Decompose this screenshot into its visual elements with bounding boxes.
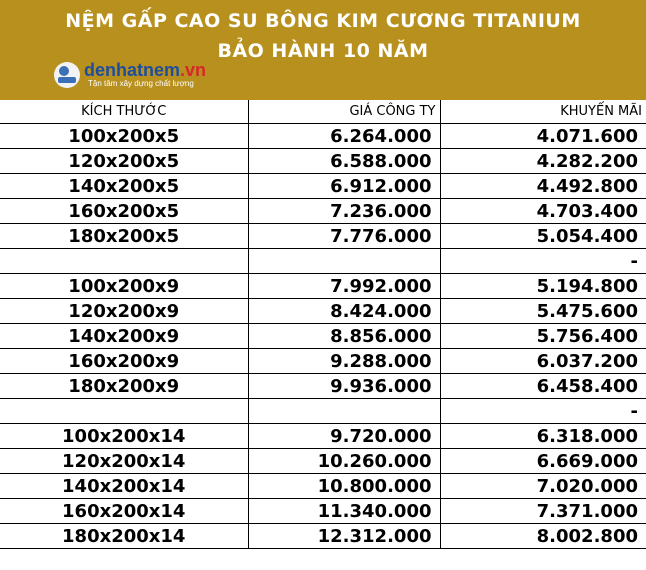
promo-cell: - xyxy=(440,399,646,424)
size-cell: 140x200x5 xyxy=(0,174,248,199)
price-cell: 10.260.000 xyxy=(248,449,440,474)
table-row xyxy=(0,224,646,249)
size-cell: 180x200x9 xyxy=(0,374,248,399)
promo-cell: 6.458.400 xyxy=(440,374,646,399)
promo-cell: 8.002.800 xyxy=(440,524,646,549)
table-row xyxy=(0,199,646,224)
price-cell: 11.340.000 xyxy=(248,499,440,524)
table-row xyxy=(0,499,646,524)
table-row xyxy=(0,399,646,424)
price-cell: 9.720.000 xyxy=(248,424,440,449)
price-cell: 6.264.000 xyxy=(248,124,440,149)
price-cell: 8.856.000 xyxy=(248,324,440,349)
table-row xyxy=(0,449,646,474)
table-header-row xyxy=(0,100,646,124)
title-banner xyxy=(0,0,646,100)
size-cell: 100x200x5 xyxy=(0,124,248,149)
promo-cell: 5.194.800 xyxy=(440,274,646,299)
size-cell: 120x200x5 xyxy=(0,149,248,174)
table-row xyxy=(0,274,646,299)
price-cell: 6.912.000 xyxy=(248,174,440,199)
promo-cell: 6.669.000 xyxy=(440,449,646,474)
price-cell: 7.992.000 xyxy=(248,274,440,299)
promo-cell: 7.020.000 xyxy=(440,474,646,499)
price-cell: 9.936.000 xyxy=(248,374,440,399)
size-cell: 120x200x14 xyxy=(0,449,248,474)
size-cell: 140x200x9 xyxy=(0,324,248,349)
table-row xyxy=(0,149,646,174)
size-cell: 120x200x9 xyxy=(0,299,248,324)
size-cell: 180x200x14 xyxy=(0,524,248,549)
size-cell: 100x200x14 xyxy=(0,424,248,449)
logo-wordmark xyxy=(84,60,206,81)
size-cell: 160x200x9 xyxy=(0,349,248,374)
price-cell: 10.800.000 xyxy=(248,474,440,499)
column-header-price: GIÁ CÔNG TY xyxy=(248,100,440,124)
size-cell: 180x200x5 xyxy=(0,224,248,249)
promo-cell: 4.282.200 xyxy=(440,149,646,174)
size-cell: 100x200x9 xyxy=(0,274,248,299)
size-cell xyxy=(0,249,248,274)
table-row xyxy=(0,124,646,149)
promo-cell: 4.703.400 xyxy=(440,199,646,224)
size-cell: 140x200x14 xyxy=(0,474,248,499)
table-row xyxy=(0,299,646,324)
promo-cell: - xyxy=(440,249,646,274)
table-row xyxy=(0,524,646,549)
logo-slogan: Tận tâm xây dựng chất lượng xyxy=(88,79,194,88)
promo-cell: 5.475.600 xyxy=(440,299,646,324)
logo-name: denhatnem xyxy=(84,60,181,80)
page-title: NỆM GẤP CAO SU BÔNG KIM CƯƠNG TITANIUM xyxy=(65,10,581,32)
size-cell: 160x200x14 xyxy=(0,499,248,524)
promo-cell: 6.318.000 xyxy=(440,424,646,449)
price-cell: 6.588.000 xyxy=(248,149,440,174)
page-subtitle: BẢO HÀNH 10 NĂM xyxy=(217,40,429,62)
price-cell: 9.288.000 xyxy=(248,349,440,374)
price-cell xyxy=(248,399,440,424)
promo-cell: 4.492.800 xyxy=(440,174,646,199)
price-cell: 7.776.000 xyxy=(248,224,440,249)
price-table xyxy=(0,100,646,549)
table-row xyxy=(0,424,646,449)
price-cell: 8.424.000 xyxy=(248,299,440,324)
promo-cell: 4.071.600 xyxy=(440,124,646,149)
logo-tld: .vn xyxy=(180,60,207,80)
column-header-size: KÍCH THƯỚC xyxy=(0,100,248,124)
table-row xyxy=(0,324,646,349)
size-cell xyxy=(0,399,248,424)
price-cell: 12.312.000 xyxy=(248,524,440,549)
promo-cell: 5.756.400 xyxy=(440,324,646,349)
table-row xyxy=(0,374,646,399)
price-cell xyxy=(248,249,440,274)
promo-cell: 7.371.000 xyxy=(440,499,646,524)
table-row xyxy=(0,174,646,199)
bed-moon-icon xyxy=(54,62,80,88)
column-header-promo: KHUYẾN MÃI xyxy=(440,100,646,124)
table-row xyxy=(0,349,646,374)
promo-cell: 5.054.400 xyxy=(440,224,646,249)
table-row xyxy=(0,249,646,274)
size-cell: 160x200x5 xyxy=(0,199,248,224)
price-cell: 7.236.000 xyxy=(248,199,440,224)
table-row xyxy=(0,474,646,499)
promo-cell: 6.037.200 xyxy=(440,349,646,374)
